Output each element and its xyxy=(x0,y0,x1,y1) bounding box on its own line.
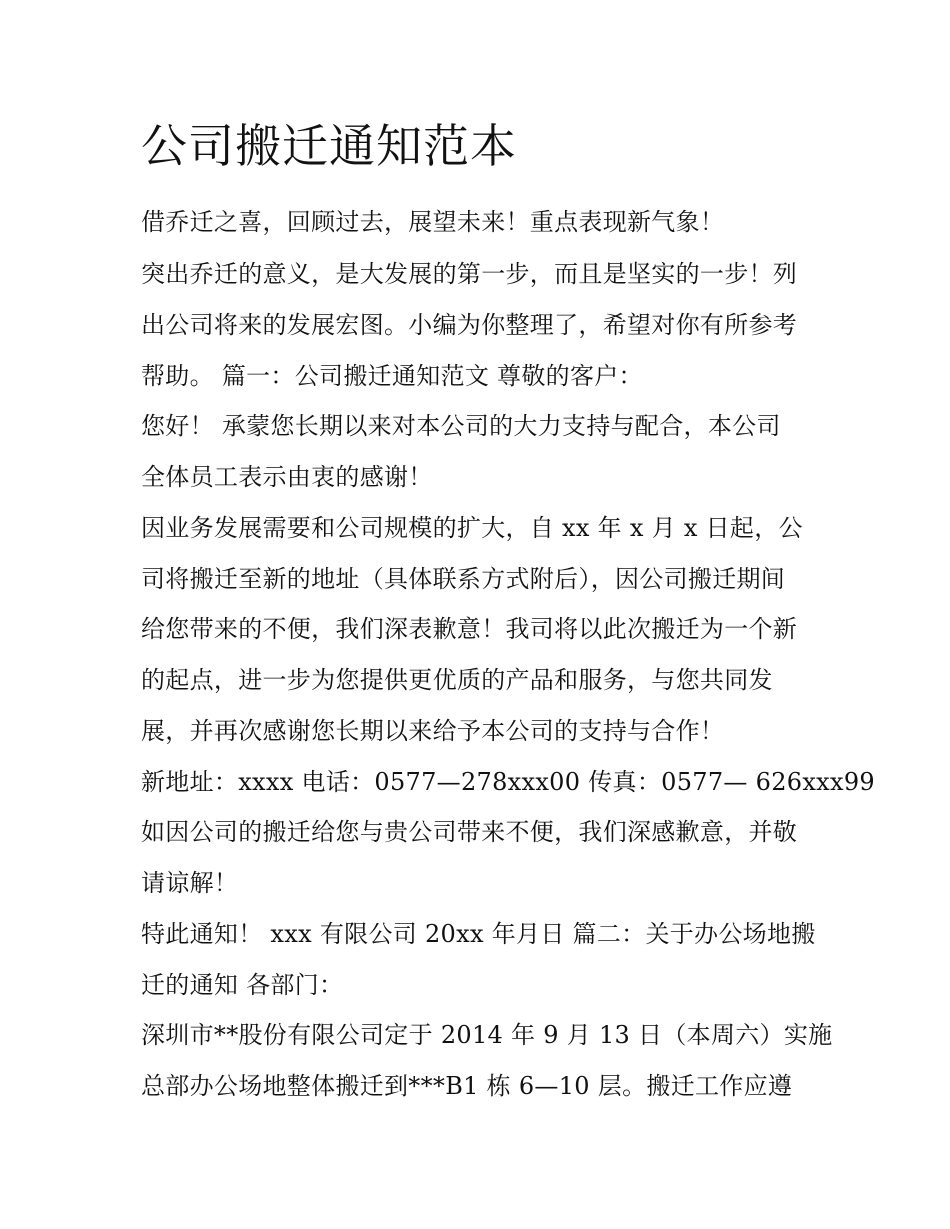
text-line: 司将搬迁至新的地址（具体联系方式附后），因公司搬迁期间 xyxy=(141,565,786,593)
text-line: 给您带来的不便，我们深表歉意！我司将以此次搬迁为一个新 xyxy=(141,615,798,643)
text-line: 请谅解！ xyxy=(141,869,239,897)
text-line: 特此通知！ xxx 有限公司 20xx 年月日 篇二：关于办公场地搬 xyxy=(141,920,816,948)
text-line: 展，并再次感谢您长期以来给予本公司的支持与合作！ xyxy=(141,717,725,745)
text-line: 新地址：xxxx 电话：0577—278xxx00 传真：0577— 626xxx99 xyxy=(141,768,875,796)
document-title: 公司搬迁通知范本 xyxy=(141,119,517,173)
text-line: 如因公司的搬迁给您与贵公司带来不便，我们深感歉意，并敬 xyxy=(141,818,798,846)
text-line: 您好！ 承蒙您长期以来对本公司的大力支持与配合，本公司 xyxy=(141,412,781,440)
text-line: 的起点，进一步为您提供更优质的产品和服务，与您共同发 xyxy=(141,666,773,694)
text-line: 出公司将来的发展宏图。小编为你整理了，希望对你有所参考 xyxy=(141,311,798,339)
text-line: 借乔迁之喜，回顾过去，展望未来！重点表现新气象！ xyxy=(141,208,725,236)
text-line: 迁的通知 各部门： xyxy=(141,971,344,999)
text-line: 总部办公场地整体搬迁到***B1 栋 6—10 层。搬迁工作应遵 xyxy=(141,1072,793,1100)
text-line: 帮助。 篇一：公司搬迁通知范文 尊敬的客户： xyxy=(141,362,643,390)
text-line: 突出乔迁的意义，是大发展的第一步，而且是坚实的一步！列 xyxy=(141,260,798,288)
text-line: 全体员工表示由衷的感谢！ xyxy=(141,463,433,491)
text-line: 深圳市**股份有限公司定于 2014 年 9 月 13 日（本周六）实施 xyxy=(141,1021,833,1049)
text-line: 因业务发展需要和公司规模的扩大，自 xx 年 x 月 x 日起，公 xyxy=(141,514,803,542)
